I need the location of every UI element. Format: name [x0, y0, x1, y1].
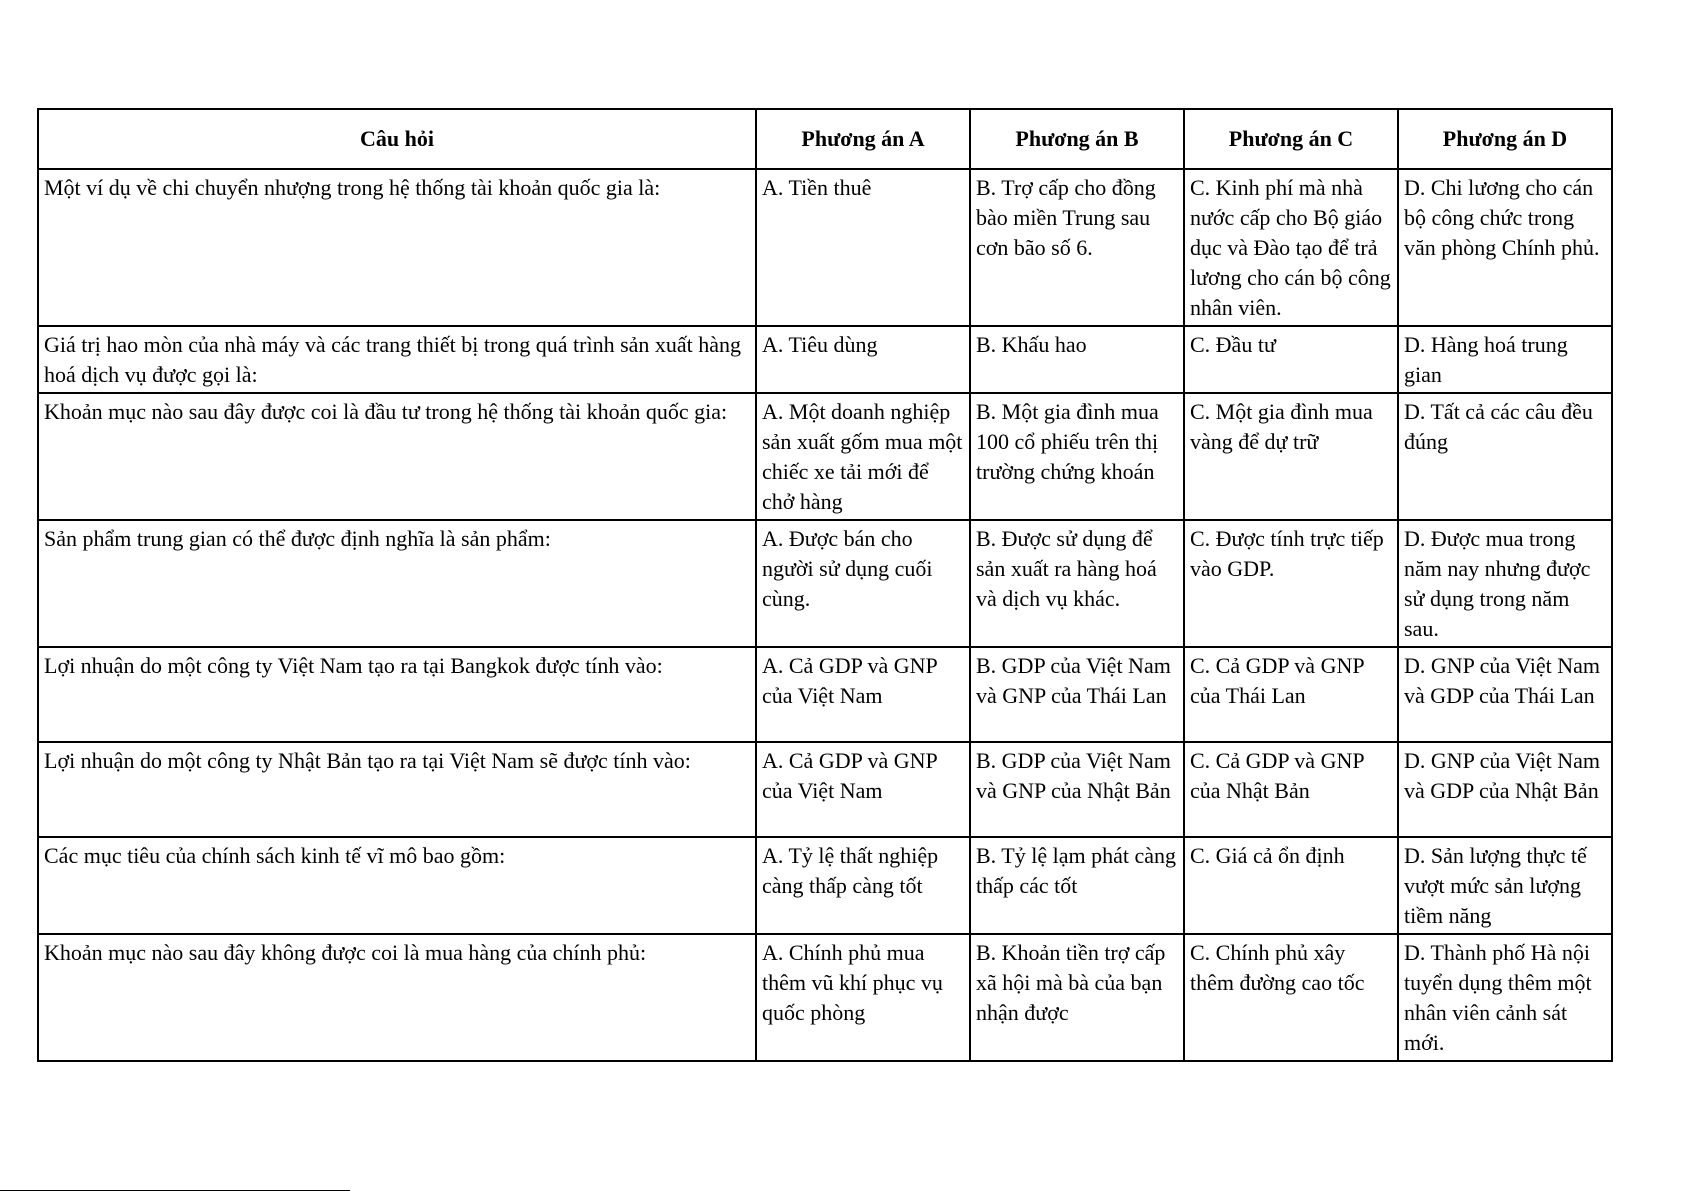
option-d-cell: D. Hàng hoá trung gian: [1398, 326, 1612, 393]
table-row: [38, 934, 1612, 1061]
question-cell: Các mục tiêu của chính sách kinh tế vĩ mô bao gồm:: [38, 837, 756, 934]
option-d-cell: D. Sản lượng thực tế vượt mức sản lượng tiềm năng: [1398, 837, 1612, 934]
option-d-cell: D. Chi lương cho cán bộ công chức trong văn phòng Chính phủ.: [1398, 169, 1612, 326]
header-option-d: Phương án D: [1398, 109, 1612, 169]
table-row: [38, 169, 1612, 326]
question-table: [37, 108, 1613, 1062]
table-row: [38, 837, 1612, 934]
table-row: [38, 647, 1612, 742]
option-a-cell: A. Tiêu dùng: [756, 326, 970, 393]
option-b-cell: B. Được sử dụng để sản xuất ra hàng hoá và dịch vụ khác.: [970, 520, 1184, 647]
header-row: [38, 109, 1612, 169]
option-a-cell: A. Tiền thuê: [756, 169, 970, 326]
option-b-cell: B. Một gia đình mua 100 cổ phiếu trên thị trường chứng khoán: [970, 393, 1184, 520]
question-cell: Lợi nhuận do một công ty Việt Nam tạo ra tại Bangkok được tính vào:: [38, 647, 756, 742]
question-cell: Sản phẩm trung gian có thể được định nghĩa là sản phẩm:: [38, 520, 756, 647]
option-c-cell: C. Chính phủ xây thêm đường cao tốc: [1184, 934, 1398, 1061]
option-c-cell: C. Đầu tư: [1184, 326, 1398, 393]
option-b-cell: B. Tỷ lệ lạm phát càng thấp các tốt: [970, 837, 1184, 934]
header-option-a: Phương án A: [756, 109, 970, 169]
table-body: [38, 169, 1612, 1061]
question-cell: Khoản mục nào sau đây được coi là đầu tư trong hệ thống tài khoản quốc gia:: [38, 393, 756, 520]
option-a-cell: A. Cả GDP và GNP của Việt Nam: [756, 742, 970, 837]
header-option-b: Phương án B: [970, 109, 1184, 169]
option-c-cell: C. Giá cả ổn định: [1184, 837, 1398, 934]
table-row: [38, 520, 1612, 647]
option-a-cell: A. Chính phủ mua thêm vũ khí phục vụ quốc phòng: [756, 934, 970, 1061]
table-row: [38, 326, 1612, 393]
option-c-cell: C. Một gia đình mua vàng để dự trữ: [1184, 393, 1398, 520]
option-a-cell: A. Cả GDP và GNP của Việt Nam: [756, 647, 970, 742]
option-b-cell: B. GDP của Việt Nam và GNP của Nhật Bản: [970, 742, 1184, 837]
option-d-cell: D. Được mua trong năm nay nhưng được sử dụng trong năm sau.: [1398, 520, 1612, 647]
question-cell: Lợi nhuận do một công ty Nhật Bản tạo ra tại Việt Nam sẽ được tính vào:: [38, 742, 756, 837]
option-c-cell: C. Cả GDP và GNP của Thái Lan: [1184, 647, 1398, 742]
table-row: [38, 742, 1612, 837]
option-b-cell: B. Khấu hao: [970, 326, 1184, 393]
option-b-cell: B. Trợ cấp cho đồng bào miền Trung sau cơn bão số 6.: [970, 169, 1184, 326]
option-d-cell: D. GNP của Việt Nam và GDP của Nhật Bản: [1398, 742, 1612, 837]
option-a-cell: A. Được bán cho người sử dụng cuối cùng.: [756, 520, 970, 647]
header-question: Câu hỏi: [38, 109, 756, 169]
question-cell: Giá trị hao mòn của nhà máy và các trang thiết bị trong quá trình sản xuất hàng hoá dịch vụ được gọi là:: [38, 326, 756, 393]
option-d-cell: D. Tất cả các câu đều đúng: [1398, 393, 1612, 520]
option-c-cell: C. Kinh phí mà nhà nước cấp cho Bộ giáo dục và Đào tạo để trả lương cho cán bộ công nhân viên.: [1184, 169, 1398, 326]
table-row: [38, 393, 1612, 520]
option-c-cell: C. Được tính trực tiếp vào GDP.: [1184, 520, 1398, 647]
option-b-cell: B. Khoản tiền trợ cấp xã hội mà bà của bạn nhận được: [970, 934, 1184, 1061]
header-option-c: Phương án C: [1184, 109, 1398, 169]
option-b-cell: B. GDP của Việt Nam và GNP của Thái Lan: [970, 647, 1184, 742]
option-d-cell: D. Thành phố Hà nội tuyển dụng thêm một nhân viên cảnh sát mới.: [1398, 934, 1612, 1061]
option-a-cell: A. Tỷ lệ thất nghiệp càng thấp càng tốt: [756, 837, 970, 934]
question-cell: Khoản mục nào sau đây không được coi là mua hàng của chính phủ:: [38, 934, 756, 1061]
option-c-cell: C. Cả GDP và GNP của Nhật Bản: [1184, 742, 1398, 837]
option-a-cell: A. Một doanh nghiệp sản xuất gốm mua một chiếc xe tải mới để chở hàng: [756, 393, 970, 520]
question-cell: Một ví dụ về chi chuyển nhượng trong hệ thống tài khoản quốc gia là:: [38, 169, 756, 326]
table-header: [38, 109, 1612, 169]
option-d-cell: D. GNP của Việt Nam và GDP của Thái Lan: [1398, 647, 1612, 742]
